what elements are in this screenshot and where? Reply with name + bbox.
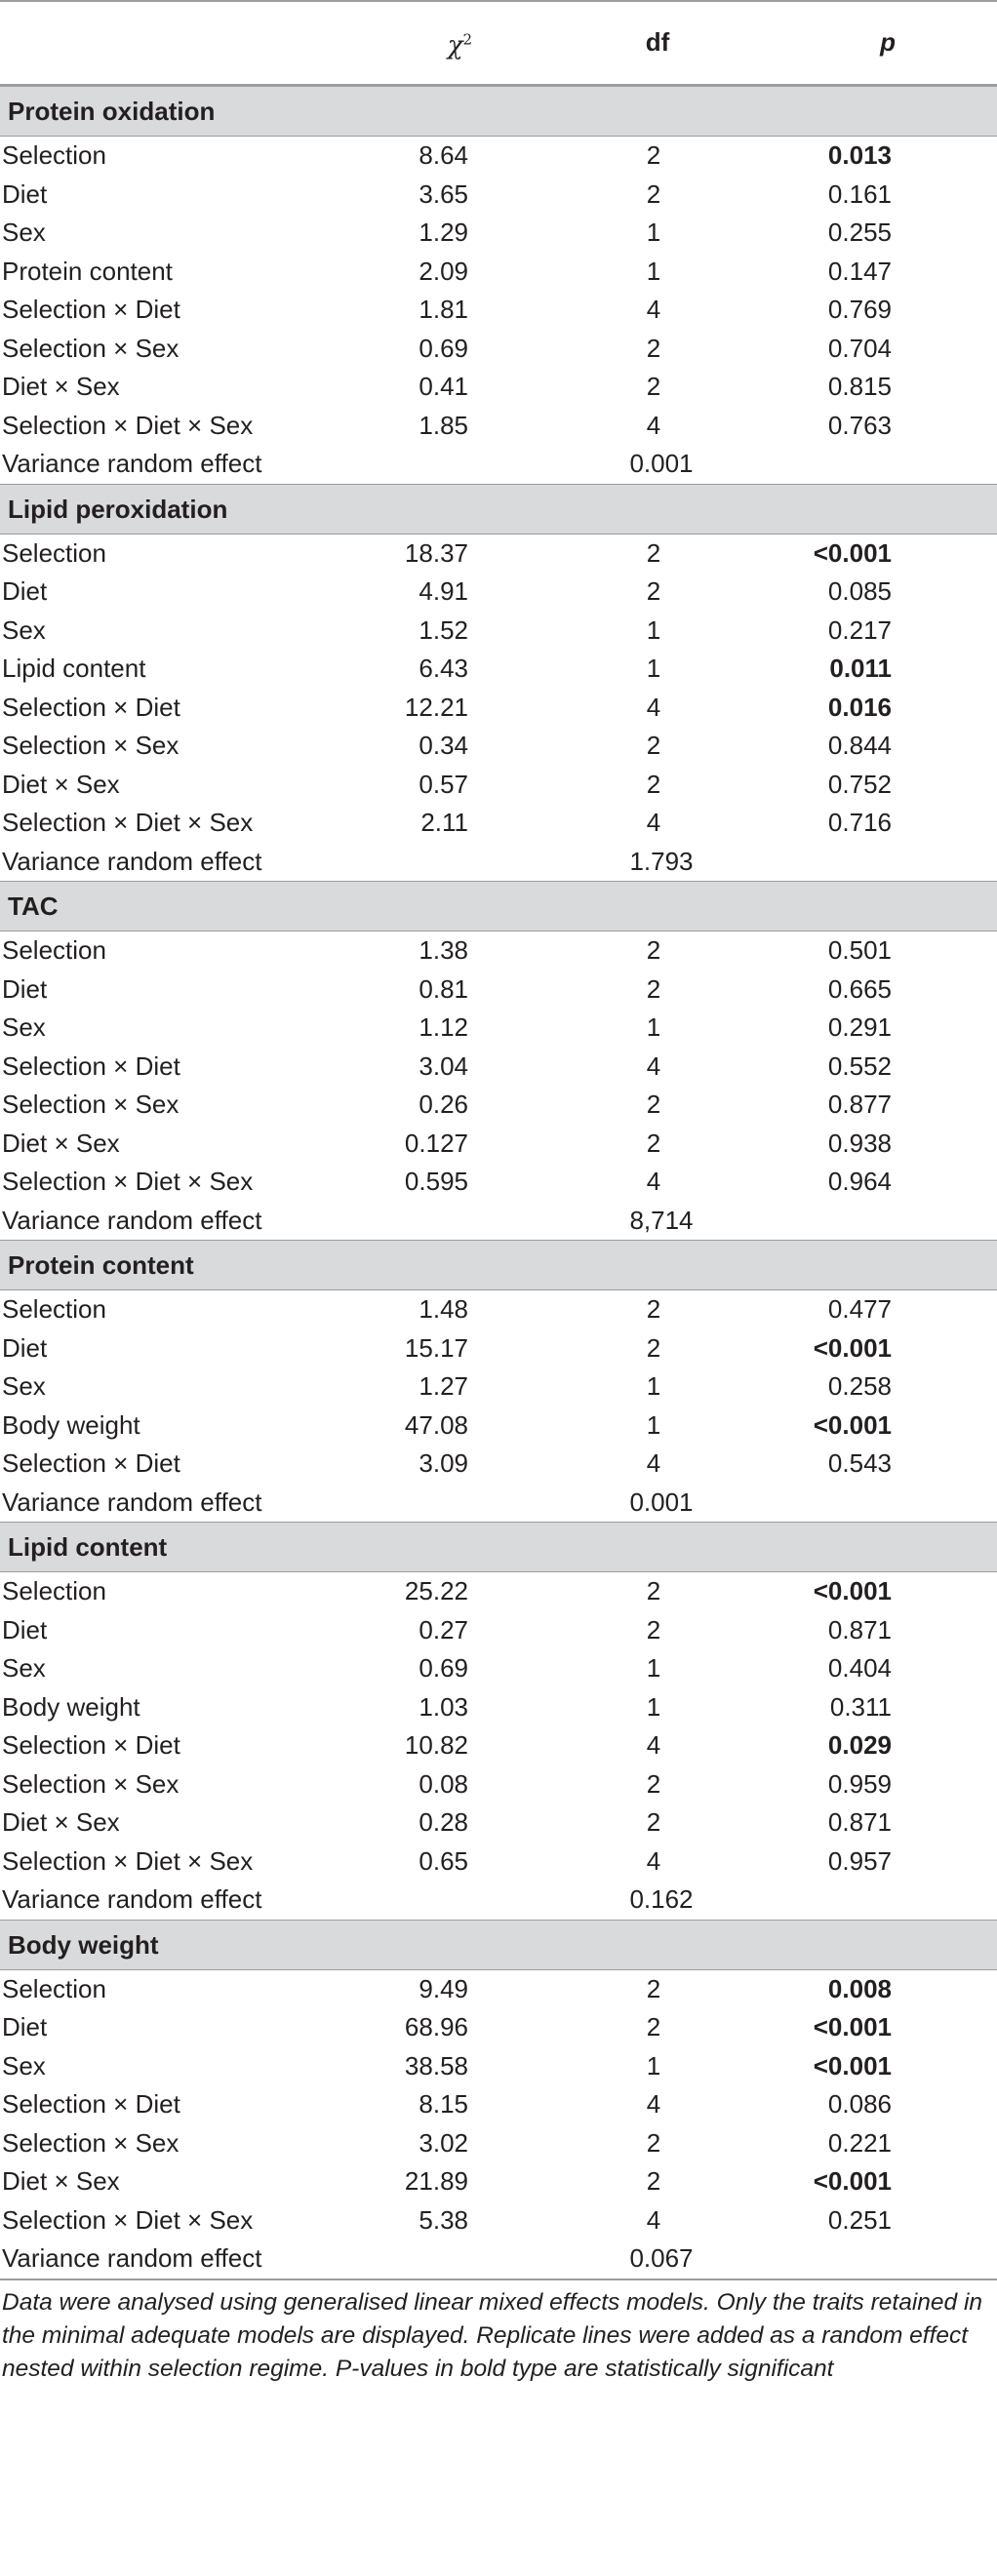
table-row — [0, 1009, 997, 1048]
row-chi-value: 3.65 — [419, 178, 468, 209]
row-df-value: 4 — [646, 1050, 661, 1081]
section-header-row — [0, 484, 997, 535]
row-term-label: Selection × Sex — [2, 1090, 179, 1119]
variance-label: Variance random effect — [2, 1884, 262, 1914]
section-title: Protein content — [8, 1250, 194, 1280]
table-row — [0, 1290, 997, 1329]
table-row — [0, 2008, 997, 2047]
variance-row — [0, 445, 997, 484]
row-chi-value: 5.38 — [419, 2204, 468, 2235]
row-chi-value: 10.82 — [404, 1730, 468, 1760]
table-footnote: Data were analysed using generalised linear mixed effects models. Only the traits retained in the minimal adequate models are displayed. Replicate lines were added as a random effect nested within selection regime. P-values in bold type are statistically significant — [2, 2288, 983, 2382]
table-row — [0, 1086, 997, 1125]
row-p-value: 0.959 — [827, 1768, 892, 1799]
row-p-value: 0.255 — [827, 218, 892, 247]
row-chi-value: 1.27 — [419, 1371, 468, 1401]
row-term-label: Diet — [2, 973, 48, 1004]
row-chi-value: 0.26 — [419, 1090, 468, 1119]
row-term-label: Selection × Diet × Sex — [2, 808, 254, 837]
row-term-label: Selection × Diet — [2, 2089, 180, 2119]
table-row — [0, 1649, 997, 1688]
row-term-label: Selection — [2, 935, 106, 965]
row-term-label: Protein content — [2, 256, 173, 286]
row-chi-value: 0.57 — [419, 769, 468, 799]
table-row — [0, 407, 997, 446]
row-chi-value: 2.11 — [420, 808, 468, 837]
table-row — [0, 2124, 997, 2163]
row-chi-value: 1.48 — [419, 1294, 468, 1324]
row-p-value: 0.665 — [827, 973, 892, 1004]
row-term-label: Selection — [2, 1294, 106, 1324]
table-row — [0, 1572, 997, 1611]
row-chi-value: 1.03 — [419, 1691, 468, 1722]
row-p-value: 0.964 — [827, 1167, 892, 1196]
row-p-value: 0.957 — [827, 1845, 892, 1876]
row-df-value: 4 — [646, 808, 661, 837]
row-df-value: 2 — [646, 973, 661, 1004]
row-p-value: <0.001 — [813, 1332, 892, 1363]
row-chi-value: 18.37 — [404, 537, 468, 568]
row-df-value: 2 — [646, 769, 661, 799]
variance-row — [0, 1881, 997, 1920]
row-df-value: 2 — [646, 1768, 661, 1799]
table-row — [0, 2085, 997, 2124]
variance-label: Variance random effect — [2, 449, 262, 478]
row-term-label: Sex — [2, 2050, 46, 2081]
row-chi-value: 0.27 — [419, 1614, 468, 1645]
row-term-label: Selection × Diet × Sex — [2, 410, 254, 440]
row-df-value: 2 — [646, 1332, 661, 1363]
row-term-label: Selection × Diet — [2, 1448, 180, 1478]
row-df-value: 4 — [646, 1167, 661, 1196]
row-df-value: 2 — [646, 2012, 661, 2041]
row-chi-value: 3.09 — [419, 1448, 468, 1478]
row-p-value: 0.311 — [829, 1691, 892, 1722]
row-chi-value: 2.09 — [419, 256, 468, 286]
row-df-value: 2 — [646, 1576, 661, 1605]
row-chi-value: 8.64 — [419, 140, 468, 170]
row-chi-value: 9.49 — [419, 1973, 468, 2003]
row-p-value: 0.251 — [827, 2204, 892, 2235]
row-chi-value: 38.58 — [404, 2050, 468, 2081]
row-df-value: 2 — [646, 1128, 661, 1158]
row-term-label: Diet — [2, 576, 48, 606]
row-term-label: Selection × Sex — [2, 333, 179, 363]
variance-label: Variance random effect — [2, 2243, 262, 2273]
row-df-value: 1 — [646, 2050, 661, 2081]
row-df-value: 1 — [646, 1409, 661, 1440]
header-p: p — [880, 27, 896, 58]
variance-value: 0.001 — [629, 1486, 694, 1517]
table-row — [0, 1803, 997, 1843]
row-term-label: Diet — [2, 1614, 48, 1645]
row-p-value: <0.001 — [813, 1409, 892, 1440]
row-chi-value: 0.34 — [419, 731, 468, 760]
row-p-value: <0.001 — [813, 2166, 892, 2196]
row-chi-value: 21.89 — [404, 2166, 468, 2196]
table-row — [0, 766, 997, 805]
row-p-value: <0.001 — [813, 2050, 892, 2081]
row-df-value: 1 — [646, 1371, 661, 1401]
table-row — [0, 368, 997, 407]
row-chi-value: 3.04 — [419, 1050, 468, 1081]
row-df-value: 2 — [646, 372, 661, 401]
row-term-label: Sex — [2, 1012, 46, 1042]
row-chi-value: 0.41 — [419, 372, 468, 401]
variance-label: Variance random effect — [2, 846, 262, 876]
row-term-label: Selection — [2, 537, 106, 568]
row-p-value: 0.161 — [827, 178, 892, 209]
row-term-label: Selection × Diet — [2, 1050, 180, 1081]
row-p-value: 0.221 — [827, 2127, 892, 2158]
table-row — [0, 253, 997, 292]
row-chi-value: 1.38 — [419, 935, 468, 965]
row-chi-value: 4.91 — [419, 576, 468, 606]
row-p-value: 0.258 — [827, 1371, 892, 1401]
table-row — [0, 612, 997, 651]
row-term-label: Diet — [2, 178, 48, 209]
row-p-value: 0.769 — [827, 295, 892, 324]
row-df-value: 2 — [646, 2166, 661, 2196]
row-df-value: 4 — [646, 1845, 661, 1876]
variance-value: 8,714 — [629, 1205, 694, 1235]
table-row — [0, 1445, 997, 1484]
table-row — [0, 971, 997, 1010]
variance-row — [0, 1484, 997, 1523]
row-term-label: Diet × Sex — [2, 372, 120, 401]
row-term-label: Selection × Sex — [2, 731, 179, 760]
row-p-value: 0.844 — [827, 731, 892, 760]
row-term-label: Sex — [2, 218, 46, 247]
row-term-label: Sex — [2, 614, 46, 645]
row-p-value: 0.763 — [827, 410, 892, 440]
section-title: Body weight — [8, 1929, 159, 1960]
row-p-value: <0.001 — [813, 2012, 892, 2041]
table-row — [0, 1048, 997, 1087]
row-term-label: Sex — [2, 1653, 46, 1683]
table-row — [0, 535, 997, 574]
row-p-value: <0.001 — [813, 1576, 892, 1605]
row-chi-value: 25.22 — [404, 1576, 468, 1605]
row-df-value: 2 — [646, 731, 661, 760]
row-term-label: Selection × Diet — [2, 295, 180, 324]
row-term-label: Selection × Diet — [2, 692, 180, 722]
row-df-value: 2 — [646, 333, 661, 363]
row-df-value: 1 — [646, 218, 661, 247]
table-row — [0, 650, 997, 689]
table-row — [0, 804, 997, 843]
row-p-value: 0.086 — [827, 2089, 892, 2119]
row-term-label: Diet × Sex — [2, 769, 120, 799]
row-term-label: Selection × Diet × Sex — [2, 1845, 254, 1876]
row-term-label: Selection × Diet × Sex — [2, 1167, 254, 1196]
section-title: Lipid content — [8, 1532, 168, 1562]
section-title: Lipid peroxidation — [8, 494, 228, 524]
section-header-row — [0, 1920, 997, 1970]
row-chi-value: 1.81 — [419, 295, 468, 324]
variance-value: 0.001 — [629, 449, 694, 478]
table-row — [0, 330, 997, 369]
row-chi-value: 15.17 — [404, 1332, 468, 1363]
table-row — [0, 1970, 997, 2009]
row-term-label: Selection — [2, 1576, 106, 1605]
row-df-value: 4 — [646, 2204, 661, 2235]
table-row — [0, 931, 997, 971]
row-df-value: 1 — [646, 1691, 661, 1722]
row-term-label: Diet — [2, 1332, 48, 1363]
row-df-value: 2 — [646, 1090, 661, 1119]
row-df-value: 2 — [646, 935, 661, 965]
section-header-row — [0, 1240, 997, 1290]
row-term-label: Selection — [2, 140, 106, 170]
variance-row — [0, 2239, 997, 2279]
table-row — [0, 214, 997, 253]
row-p-value: <0.001 — [813, 537, 892, 568]
table-row — [0, 1367, 997, 1407]
row-p-value: 0.871 — [827, 1807, 892, 1837]
row-chi-value: 0.69 — [419, 333, 468, 363]
row-df-value: 4 — [646, 2089, 661, 2119]
variance-label: Variance random effect — [2, 1205, 262, 1235]
row-term-label: Sex — [2, 1371, 46, 1401]
row-p-value: 0.871 — [827, 1614, 892, 1645]
table-row — [0, 1407, 997, 1446]
variance-value: 1.793 — [629, 846, 694, 876]
row-p-value: 0.011 — [829, 654, 892, 683]
row-p-value: 0.008 — [827, 1973, 892, 2003]
row-term-label: Selection × Diet — [2, 1730, 180, 1760]
row-df-value: 2 — [646, 537, 661, 568]
row-df-value: 2 — [646, 1294, 661, 1324]
row-df-value: 2 — [646, 576, 661, 606]
row-df-value: 4 — [646, 1448, 661, 1478]
variance-label: Variance random effect — [2, 1486, 262, 1517]
row-term-label: Diet × Sex — [2, 1128, 120, 1158]
row-term-label: Selection × Diet × Sex — [2, 2204, 254, 2235]
row-p-value: 0.291 — [827, 1012, 892, 1042]
header-chi-square: $\chi^2$ — [447, 29, 472, 60]
section-header-row — [0, 1522, 997, 1572]
row-chi-value: 0.65 — [419, 1845, 468, 1876]
row-p-value: 0.752 — [827, 769, 892, 799]
row-chi-value: 1.85 — [419, 410, 468, 440]
row-p-value: 0.085 — [827, 576, 892, 606]
section-title: Protein oxidation — [8, 97, 216, 126]
table-row — [0, 2201, 997, 2240]
table-row — [0, 727, 997, 766]
table-row — [0, 137, 997, 176]
row-df-value: 1 — [646, 1653, 661, 1683]
row-chi-value: 68.96 — [404, 2012, 468, 2041]
table-row — [0, 1688, 997, 1727]
row-p-value: 0.217 — [827, 614, 892, 645]
table-row — [0, 1611, 997, 1650]
row-p-value: 0.404 — [827, 1653, 892, 1683]
row-term-label: Selection — [2, 1973, 106, 2003]
row-term-label: Body weight — [2, 1691, 140, 1722]
row-df-value: 4 — [646, 692, 661, 722]
table-row — [0, 2047, 997, 2086]
row-p-value: 0.013 — [827, 140, 892, 170]
row-chi-value: 8.15 — [419, 2089, 468, 2119]
table-row — [0, 689, 997, 728]
table-row — [0, 1329, 997, 1368]
row-term-label: Selection × Sex — [2, 2127, 179, 2158]
row-term-label: Diet × Sex — [2, 2166, 120, 2196]
row-df-value: 2 — [646, 140, 661, 170]
table-body — [0, 86, 997, 2279]
row-p-value: 0.877 — [827, 1090, 892, 1119]
table-row — [0, 176, 997, 215]
table-row — [0, 291, 997, 330]
row-p-value: 0.147 — [827, 256, 892, 286]
table-row — [0, 1843, 997, 1882]
row-chi-value: 3.02 — [419, 2127, 468, 2158]
variance-value: 0.067 — [629, 2243, 694, 2273]
row-chi-value: 6.43 — [419, 654, 468, 683]
row-term-label: Body weight — [2, 1409, 140, 1440]
row-p-value: 0.704 — [827, 333, 892, 363]
row-chi-value: 0.08 — [419, 1768, 468, 1799]
variance-value: 0.162 — [629, 1884, 694, 1914]
row-chi-value: 0.127 — [404, 1128, 468, 1158]
row-p-value: 0.477 — [827, 1294, 892, 1324]
row-p-value: 0.543 — [827, 1448, 892, 1478]
table-row — [0, 2162, 997, 2201]
row-term-label: Lipid content — [2, 654, 146, 683]
row-df-value: 1 — [646, 614, 661, 645]
table-header — [0, 0, 997, 86]
row-df-value: 4 — [646, 410, 661, 440]
row-chi-value: 47.08 — [404, 1409, 468, 1440]
row-p-value: 0.501 — [827, 935, 892, 965]
row-chi-value: 0.81 — [419, 973, 468, 1004]
row-df-value: 2 — [646, 2127, 661, 2158]
table-row — [0, 573, 997, 612]
row-df-value: 2 — [646, 1807, 661, 1837]
row-df-value: 2 — [646, 178, 661, 209]
row-chi-value: 1.29 — [419, 218, 468, 247]
row-df-value: 1 — [646, 654, 661, 683]
row-df-value: 2 — [646, 1973, 661, 2003]
table-row — [0, 1125, 997, 1164]
row-p-value: 0.815 — [827, 372, 892, 401]
row-df-value: 1 — [646, 256, 661, 286]
table-row — [0, 1726, 997, 1765]
variance-row — [0, 843, 997, 882]
table-row — [0, 1163, 997, 1202]
row-chi-value: 0.69 — [419, 1653, 468, 1683]
section-header-row — [0, 86, 997, 137]
row-chi-value: 12.21 — [404, 692, 468, 722]
row-p-value: 0.029 — [827, 1730, 892, 1760]
row-p-value: 0.552 — [827, 1050, 892, 1081]
row-p-value: 0.938 — [827, 1128, 892, 1158]
row-chi-value: 0.28 — [419, 1807, 468, 1837]
table-row — [0, 1765, 997, 1804]
section-title: TAC — [8, 892, 59, 921]
row-term-label: Diet × Sex — [2, 1807, 120, 1837]
row-df-value: 1 — [646, 1012, 661, 1042]
row-p-value: 0.016 — [827, 692, 892, 722]
variance-row — [0, 1202, 997, 1241]
row-chi-value: 0.595 — [404, 1167, 468, 1196]
row-chi-value: 1.52 — [419, 614, 468, 645]
section-header-row — [0, 881, 997, 931]
row-chi-value: 1.12 — [419, 1012, 468, 1042]
row-df-value: 4 — [646, 295, 661, 324]
row-p-value: 0.716 — [827, 808, 892, 837]
row-term-label: Selection × Sex — [2, 1768, 179, 1799]
row-df-value: 4 — [646, 1730, 661, 1760]
header-df: df — [645, 27, 670, 58]
row-df-value: 2 — [646, 1614, 661, 1645]
row-term-label: Diet — [2, 2012, 48, 2041]
